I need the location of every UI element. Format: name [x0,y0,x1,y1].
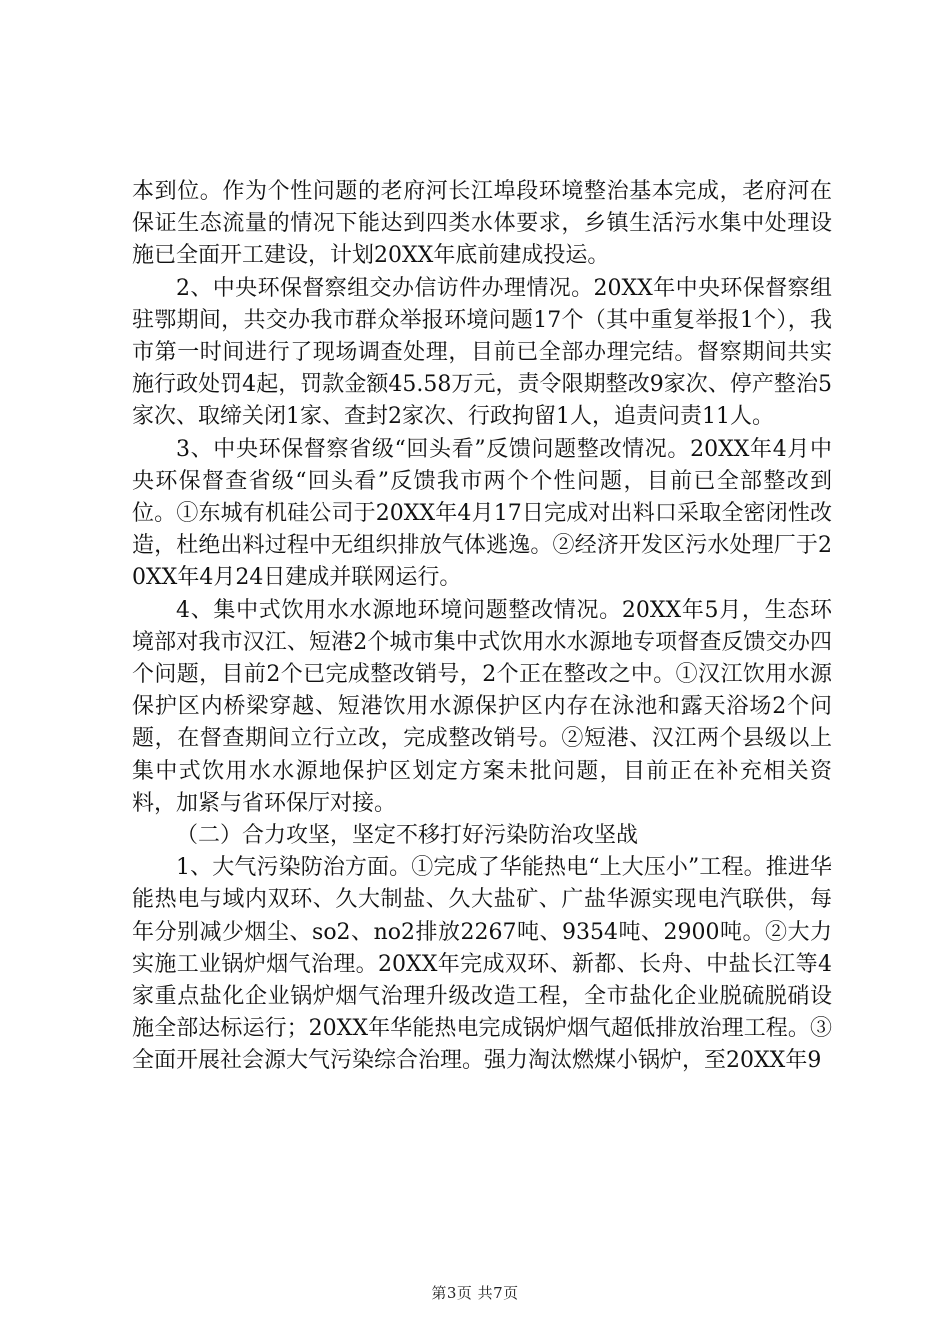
paragraph-lookback-rectification: 3、中央环保督察省级“回头看”反馈问题整改情况。20XX年4月中央环保督查省级“回头看”反馈我市两个个性问题，目前已全部整改到位。①东城有机硅公司于20XX年4月17日完成对出料口采取全密闭性改造，杜绝出料过程中无组织排放气体逃逸。②经济开发区污水处理厂于20XX年4月24日建成并联网运行。 [132,436,832,591]
paragraph-petition-handling: 2、中央环保督察组交办信访件办理情况。20XX年中央环保督察组驻鄂期间，共交办我市群众举报环境问题17个（其中重复举报1个），我市第一时间进行了现场调查处理，目前已全部办理完结。督察期间共实施行政处罚4起，罚款金额45.58万元，责令限期整改9家次、停产整治5家次、取缔关闭1家、查封2家次、行政拘留1人，追责问责11人。 [132,275,832,430]
paragraph-continuation: 本到位。作为个性问题的老府河长江埠段环境整治基本完成，老府河在保证生态流量的情况下能达到四类水体要求，乡镇生活污水集中处理设施已全面开工建设，计划20XX年底前建成投运。 [132,179,832,269]
paragraph-air-pollution: 1、大气污染防治方面。①完成了华能热电“上大压小”工程。推进华能热电与域内双环、久大制盐、久大盐矿、广盐华源实现电汽联供，每年分别减少烟尘、so2、no2排放2267吨、9354吨、2900吨。②大力实施工业锅炉烟气治理。20XX年完成双环、新都、长舟、中盐长江等4家重点盐化企业锅炉烟气治理升级改造工程，全市盐化企业脱硫脱硝设施全部达标运行；20XX年华能热电完成锅炉烟气超低排放治理工程。③全面开展社会源大气污染综合治理。强力淘汰燃煤小锅炉，至20XX年9 [132,855,832,1074]
page-number-footer: 第3页 共7页 [431,1284,519,1302]
section-heading: （二）合力攻坚，坚定不移打好污染防治攻坚战 [176,823,639,849]
document-body [132,176,832,1078]
paragraph-water-source: 4、集中式饮用水水源地环境问题整改情况。20XX年5月，生态环境部对我市汉江、短港2个城市集中式饮用水水源地专项督查反馈交办四个问题，目前2个已完成整改销号，2个正在整改之中。①汉江饮用水源保护区内桥梁穿越、短港饮用水源保护区内存在泳池和露天浴场2个问题，在督查期间立行立改，完成整改销号。②短港、汉江两个县级以上集中式饮用水水源地保护区划定方案未批问题，目前正在补充相关资料，加紧与省环保厅对接。 [132,597,832,816]
